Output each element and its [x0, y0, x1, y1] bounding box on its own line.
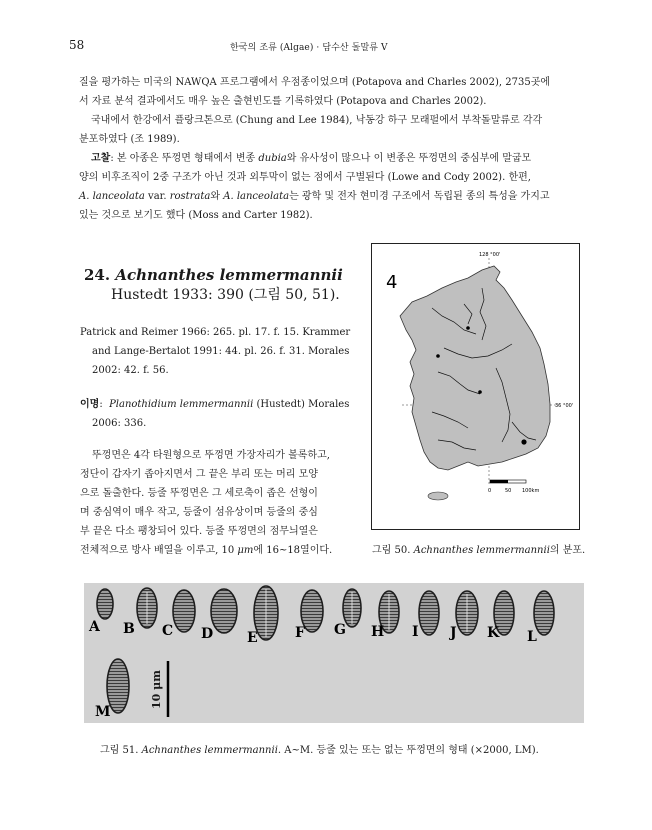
- figure-50-caption: 그림 50. Achnanthes lemmermannii의 분포.: [372, 545, 586, 556]
- reference-line: 2002: 42. f. 56.: [92, 365, 169, 376]
- label-l: L: [527, 629, 537, 645]
- label-b: B: [123, 621, 135, 637]
- running-title: 한국의 조류 (Algae) · 담수산 돌말류 V: [230, 43, 388, 53]
- description-line: 정단이 갑자기 좁아지면서 그 끝은 부리 또는 머리 모양: [80, 469, 318, 480]
- peninsula-outline: [400, 266, 550, 470]
- label-m: M: [95, 704, 111, 720]
- valve-l: [534, 591, 554, 635]
- remarks-line: A. lanceolata var. rostrata와 A. lanceolata는 광학 및 전자 현미경 구조에서 독립된 종의 특성을 가지고: [79, 191, 550, 202]
- label-h: H: [371, 624, 385, 640]
- micrograph-scale-label: 10 μm: [150, 670, 163, 709]
- page-number: 58: [69, 38, 85, 52]
- label-c: C: [162, 623, 174, 639]
- reference-line: and Lange-Bertalot 1991: 44. pl. 26. f. 31. Morales: [92, 346, 350, 357]
- figure-51-caption: 그림 51. Achnanthes lemmermannii. A~M. 등줄 있는 또는 없는 뚜껑면의 형태 (×2000, LM).: [100, 745, 539, 756]
- remarks-line: 있는 것으로 보기도 했다 (Moss and Carter 1982).: [79, 210, 313, 221]
- latitude-label: 36 °00': [555, 403, 574, 409]
- intro-line: 질을 평가하는 미국의 NAWQA 프로그램에서 우점종이었으며 (Potapova and Charles 2002), 2735곳에: [79, 77, 551, 88]
- synonym-line: 2006: 336.: [92, 418, 147, 429]
- remarks-line: 양의 비후조직이 2중 구조가 아닌 것과 외투막이 없는 점에서 구별된다 (Lowe and Cody 2002). 한편,: [79, 172, 531, 183]
- description-line: 뚜껑면은 4각 타원형으로 뚜껑면 가장자리가 볼록하고,: [92, 450, 330, 461]
- map-panel-number: 4: [386, 272, 398, 293]
- label-a: A: [89, 619, 100, 635]
- label-k: K: [487, 625, 500, 641]
- svg-text:100km: 100km: [522, 488, 540, 494]
- intro-line: 분포하였다 (조 1989).: [79, 134, 180, 145]
- micrograph-plate: [84, 583, 584, 723]
- jeju-island: [428, 492, 448, 500]
- valve-c: [173, 590, 195, 632]
- description-line: 전체적으로 방사 배열을 이루고, 10 μm에 16~18열이다.: [80, 545, 333, 556]
- reference-line: Patrick and Reimer 1966: 265. pl. 17. f. 15. Krammer: [80, 327, 351, 338]
- description: [80, 446, 352, 560]
- synonym-label: 이명: [80, 399, 100, 410]
- intro-line: 국내에서 한강에서 플랑크톤으로 (Chung and Lee 1984), 낙동강 하구 모래펄에서 부착돌말류로 각각: [91, 115, 543, 126]
- species-heading: [84, 266, 343, 285]
- label-j: J: [450, 625, 457, 641]
- distribution-map: [371, 243, 580, 530]
- valve-d: [211, 589, 237, 633]
- valve-i: [419, 591, 439, 635]
- references: [80, 323, 352, 380]
- intro-line: 서 자료 분석 결과에서도 매우 높은 출현빈도를 기록하였다 (Potapova and Charles 2002).: [79, 96, 487, 107]
- remarks-line: 고찰: 본 아종은 뚜껑면 형태에서 변종 dubia와 유사성이 많으나 이 변종은 뚜껑면의 중심부에 말굽모: [91, 153, 532, 164]
- svg-text:50: 50: [505, 488, 512, 494]
- map-scale-bar: [488, 480, 539, 494]
- description-line: 며 중심역이 매우 작고, 등줄이 섬유상이며 등줄의 중심: [80, 507, 318, 518]
- label-e: E: [247, 630, 258, 646]
- label-f: F: [295, 625, 305, 641]
- synonym-name: Planothidium lemmermannii: [109, 399, 254, 410]
- label-g: G: [334, 622, 346, 638]
- synonym-line: 이명: Planothidium lemmermannii (Hustedt) Morales: [80, 399, 350, 410]
- longitude-label: 128 °00': [479, 252, 501, 258]
- description-line: 부 끝은 다소 팽창되어 있다. 등줄 뚜껑면의 점무늬열은: [80, 526, 318, 537]
- intro-paragraph: [79, 73, 572, 225]
- species-number: 24.: [84, 266, 111, 284]
- synonym: [80, 395, 352, 433]
- description-line: 으로 돌출한다. 등줄 뚜껑면은 그 세로축이 좁은 선형이: [80, 488, 318, 499]
- remarks-label: 고찰: [91, 153, 111, 164]
- svg-text:0: 0: [488, 488, 492, 494]
- valve-a: [97, 589, 113, 619]
- species-authority: Hustedt 1933: 390 (그림 50, 51).: [111, 287, 340, 303]
- diatom-valves: [97, 586, 554, 713]
- label-i: I: [412, 624, 419, 640]
- label-d: D: [201, 626, 214, 642]
- korea-map-graphic: [372, 244, 579, 529]
- species-name: Achnanthes lemmermannii: [115, 266, 343, 284]
